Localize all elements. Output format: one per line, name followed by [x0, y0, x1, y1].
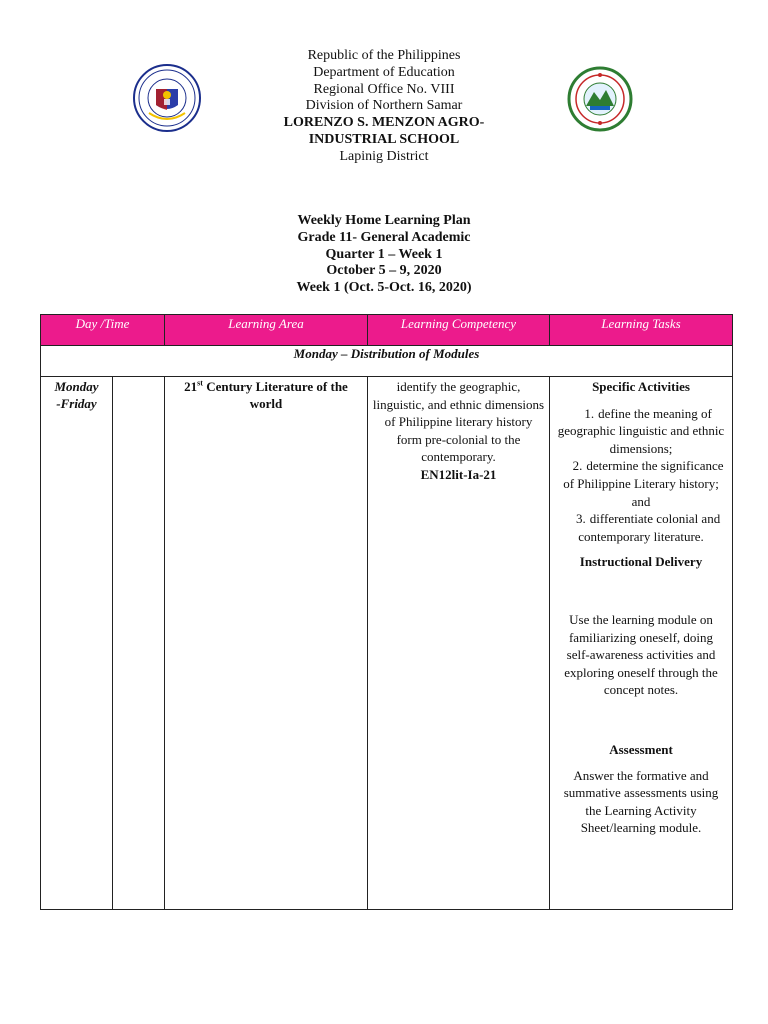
- header-regional-office: Regional Office No. VIII: [313, 81, 455, 97]
- competency-text: identify the geographic, linguistic, and ethnic dimensions of Philippine literary history form pre-colonial to the contemporary.: [372, 379, 545, 465]
- header-republic: Republic of the Philippines: [307, 48, 461, 63]
- header-school-name-2: INDUSTRIAL SCHOOL: [308, 131, 460, 147]
- header-learning-area: Learning Area: [165, 315, 368, 346]
- learning-plan-table: [40, 314, 733, 910]
- learning-competency-cell: [368, 377, 550, 910]
- header-school-name-1: LORENZO S. MENZON AGRO-: [283, 115, 485, 131]
- assessment-heading: Assessment: [609, 741, 673, 757]
- subheading-distribution: Monday – Distribution of Modules: [41, 346, 733, 377]
- time-cell: [113, 377, 165, 910]
- list-item-number: 2.: [572, 458, 583, 474]
- table-row: [41, 377, 733, 910]
- area-superscript: st: [197, 378, 203, 388]
- instructional-delivery-text: Use the learning module on familiarizing oneself, doing self-awareness activities and exploring oneself through the concept notes.: [564, 611, 718, 698]
- list-item: [556, 457, 726, 510]
- plan-title: Weekly Home Learning Plan: [297, 213, 471, 228]
- plan-dates: October 5 – 9, 2020: [326, 263, 442, 279]
- list-item: [556, 405, 726, 458]
- header-division: Division of Northern Samar: [305, 98, 463, 114]
- activity-list: [556, 405, 726, 546]
- document-header: [0, 48, 768, 166]
- plan-quarter: Quarter 1 – Week 1: [325, 246, 443, 262]
- table-subheading-row: [41, 346, 733, 377]
- plan-week-range: Week 1 (Oct. 5-Oct. 16, 2020): [296, 280, 472, 296]
- header-department: Department of Education: [313, 64, 455, 80]
- header-day-time: Day /Time: [41, 315, 165, 346]
- learning-tasks-cell: [550, 377, 733, 910]
- day-line-1: Monday: [54, 379, 99, 394]
- list-item-number: 3.: [576, 511, 586, 527]
- list-item-text: determine the significance of Philippine Literary history; and: [563, 458, 724, 509]
- header-learning-tasks: Learning Tasks: [550, 315, 733, 346]
- header-learning-competency: Learning Competency: [368, 315, 550, 346]
- list-item-text: define the meaning of geographic linguistic and ethnic dimensions;: [557, 405, 725, 456]
- list-item: [556, 510, 726, 545]
- instructional-delivery-heading: Instructional Delivery: [579, 554, 703, 570]
- day-line-2: -Friday: [56, 396, 97, 411]
- header-district: Lapinig District: [339, 148, 429, 164]
- list-item-text: differentiate colonial and contemporary literature.: [578, 511, 721, 544]
- plan-grade: Grade 11- General Academic: [297, 229, 471, 245]
- learning-area-cell: [165, 377, 368, 910]
- assessment-text: Answer the formative and summative assessments using the Learning Activity Sheet/learning module.: [563, 767, 719, 836]
- list-item-number: 1.: [584, 405, 595, 421]
- table-header-row: [41, 315, 733, 346]
- area-number: 21: [184, 379, 198, 394]
- specific-activities-heading: Specific Activities: [592, 379, 690, 394]
- competency-code: EN12lit-Ia-21: [420, 466, 497, 482]
- area-text: Century Literature of the world: [202, 379, 348, 411]
- plan-title-block: [0, 213, 768, 297]
- day-cell: [41, 377, 113, 910]
